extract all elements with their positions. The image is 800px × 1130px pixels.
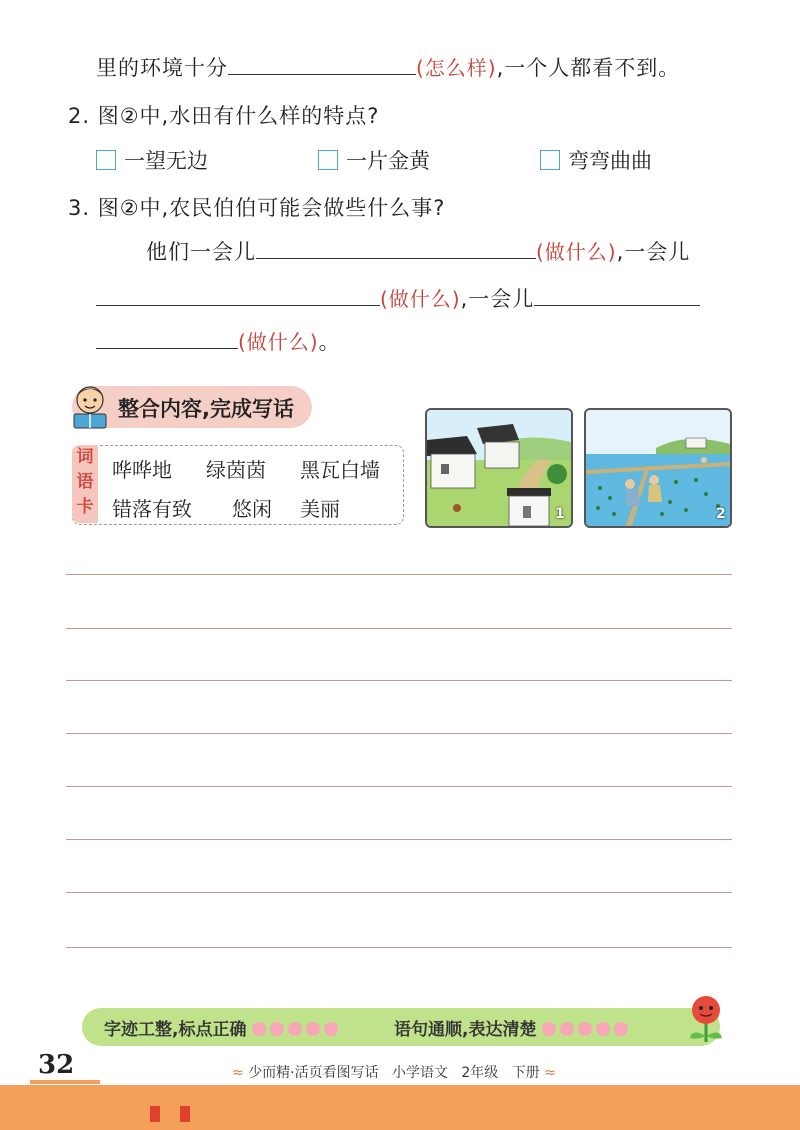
q2-question: 2. 图②中,水田有什么样的特点? [68,104,380,128]
q3-question: 3. 图②中,农民伯伯可能会做些什么事? [68,196,446,220]
word-item: 悠闲 [232,497,272,521]
q3-hint-1: (做什么) [536,240,617,264]
picture-number-2: 2 [716,506,726,522]
card-label-char: 卡 [76,497,94,517]
q1-hint: (怎么样) [416,56,497,80]
q3-end: 。 [318,330,341,354]
q3-line2 [96,283,700,313]
q3-hint-3: (做什么) [238,330,319,354]
student-reading-icon [66,382,114,432]
flower-icon [560,1022,574,1036]
writing-line[interactable] [66,733,732,734]
flower-icon [578,1022,592,1036]
wave-icon: ≈ [232,1065,244,1081]
card-label-char: 语 [76,472,94,492]
writing-line[interactable] [66,574,732,575]
criteria-text: 语句通顺,表达清楚 [394,1020,537,1040]
q3-sep-2: ,一会儿 [460,287,535,311]
writing-line[interactable] [66,892,732,893]
flower-icon [596,1022,610,1036]
wave-icon: ≈ [544,1065,556,1081]
subject: 小学语文 [392,1065,448,1081]
paddy-field-illustration [586,410,730,526]
page-number: 32 [38,1050,75,1080]
grade: 2年级 [461,1065,499,1081]
writing-line[interactable] [66,786,732,787]
q3-prefix: 他们一会儿 [146,240,256,264]
word-card-label [72,445,98,523]
checkbox[interactable] [540,150,560,170]
flower-icon [252,1022,266,1036]
q3-blank-2[interactable] [96,287,380,306]
q2-option-3[interactable] [540,145,652,175]
q2-option-1[interactable] [96,145,208,175]
q3-hint-2: (做什么) [380,287,461,311]
book-title: 少而精·活页看图写话 [248,1065,379,1081]
option-label: 一望无边 [124,149,208,173]
option-label: 一片金黄 [346,149,430,173]
q1-line [96,52,680,82]
flower-icon [306,1022,320,1036]
checkbox[interactable] [96,150,116,170]
volume: 下册 [511,1065,540,1081]
flower-icon [270,1022,284,1036]
word-item: 美丽 [300,497,340,521]
criteria-2 [394,1015,632,1040]
q1-prefix: 里的环境十分 [96,56,228,80]
bottom-mark [180,1106,190,1122]
writing-line[interactable] [66,628,732,629]
word-item: 哗哗地 [112,458,172,482]
flower-icon [324,1022,338,1036]
village-illustration [427,410,571,526]
word-item: 错落有致 [112,497,192,521]
flower-icon [542,1022,556,1036]
option-label: 弯弯曲曲 [568,149,652,173]
q3-blank-4[interactable] [96,330,238,349]
page-number-underline [30,1080,100,1084]
village-picture [425,408,573,528]
book-info [232,1062,556,1082]
q1-blank[interactable] [228,56,416,75]
q3-blank-1[interactable] [256,240,536,259]
word-item: 绿茵茵 [206,458,266,482]
bottom-band [0,1085,800,1130]
criteria-text: 字迹工整,标点正确 [104,1020,247,1040]
paddy-field-picture [584,408,732,528]
checkbox[interactable] [318,150,338,170]
card-label-char: 词 [76,447,94,467]
q3-blank-3[interactable] [534,287,700,306]
picture-number-1: 1 [555,506,565,522]
writing-line[interactable] [66,947,732,948]
q3-line3 [96,326,341,356]
flower-icon [288,1022,302,1036]
q2-option-2[interactable] [318,145,430,175]
flower-mascot-icon [684,992,728,1044]
word-item: 黑瓦白墙 [300,458,380,482]
section-title: 整合内容,完成写话 [118,397,294,421]
q1-suffix: ,一个人都看不到。 [496,56,681,80]
bottom-mark [150,1106,160,1122]
criteria-1 [104,1015,342,1040]
q3-line1 [146,236,690,266]
q3-sep-1: ,一会儿 [616,240,691,264]
writing-line[interactable] [66,839,732,840]
writing-line[interactable] [66,680,732,681]
flower-icon [614,1022,628,1036]
